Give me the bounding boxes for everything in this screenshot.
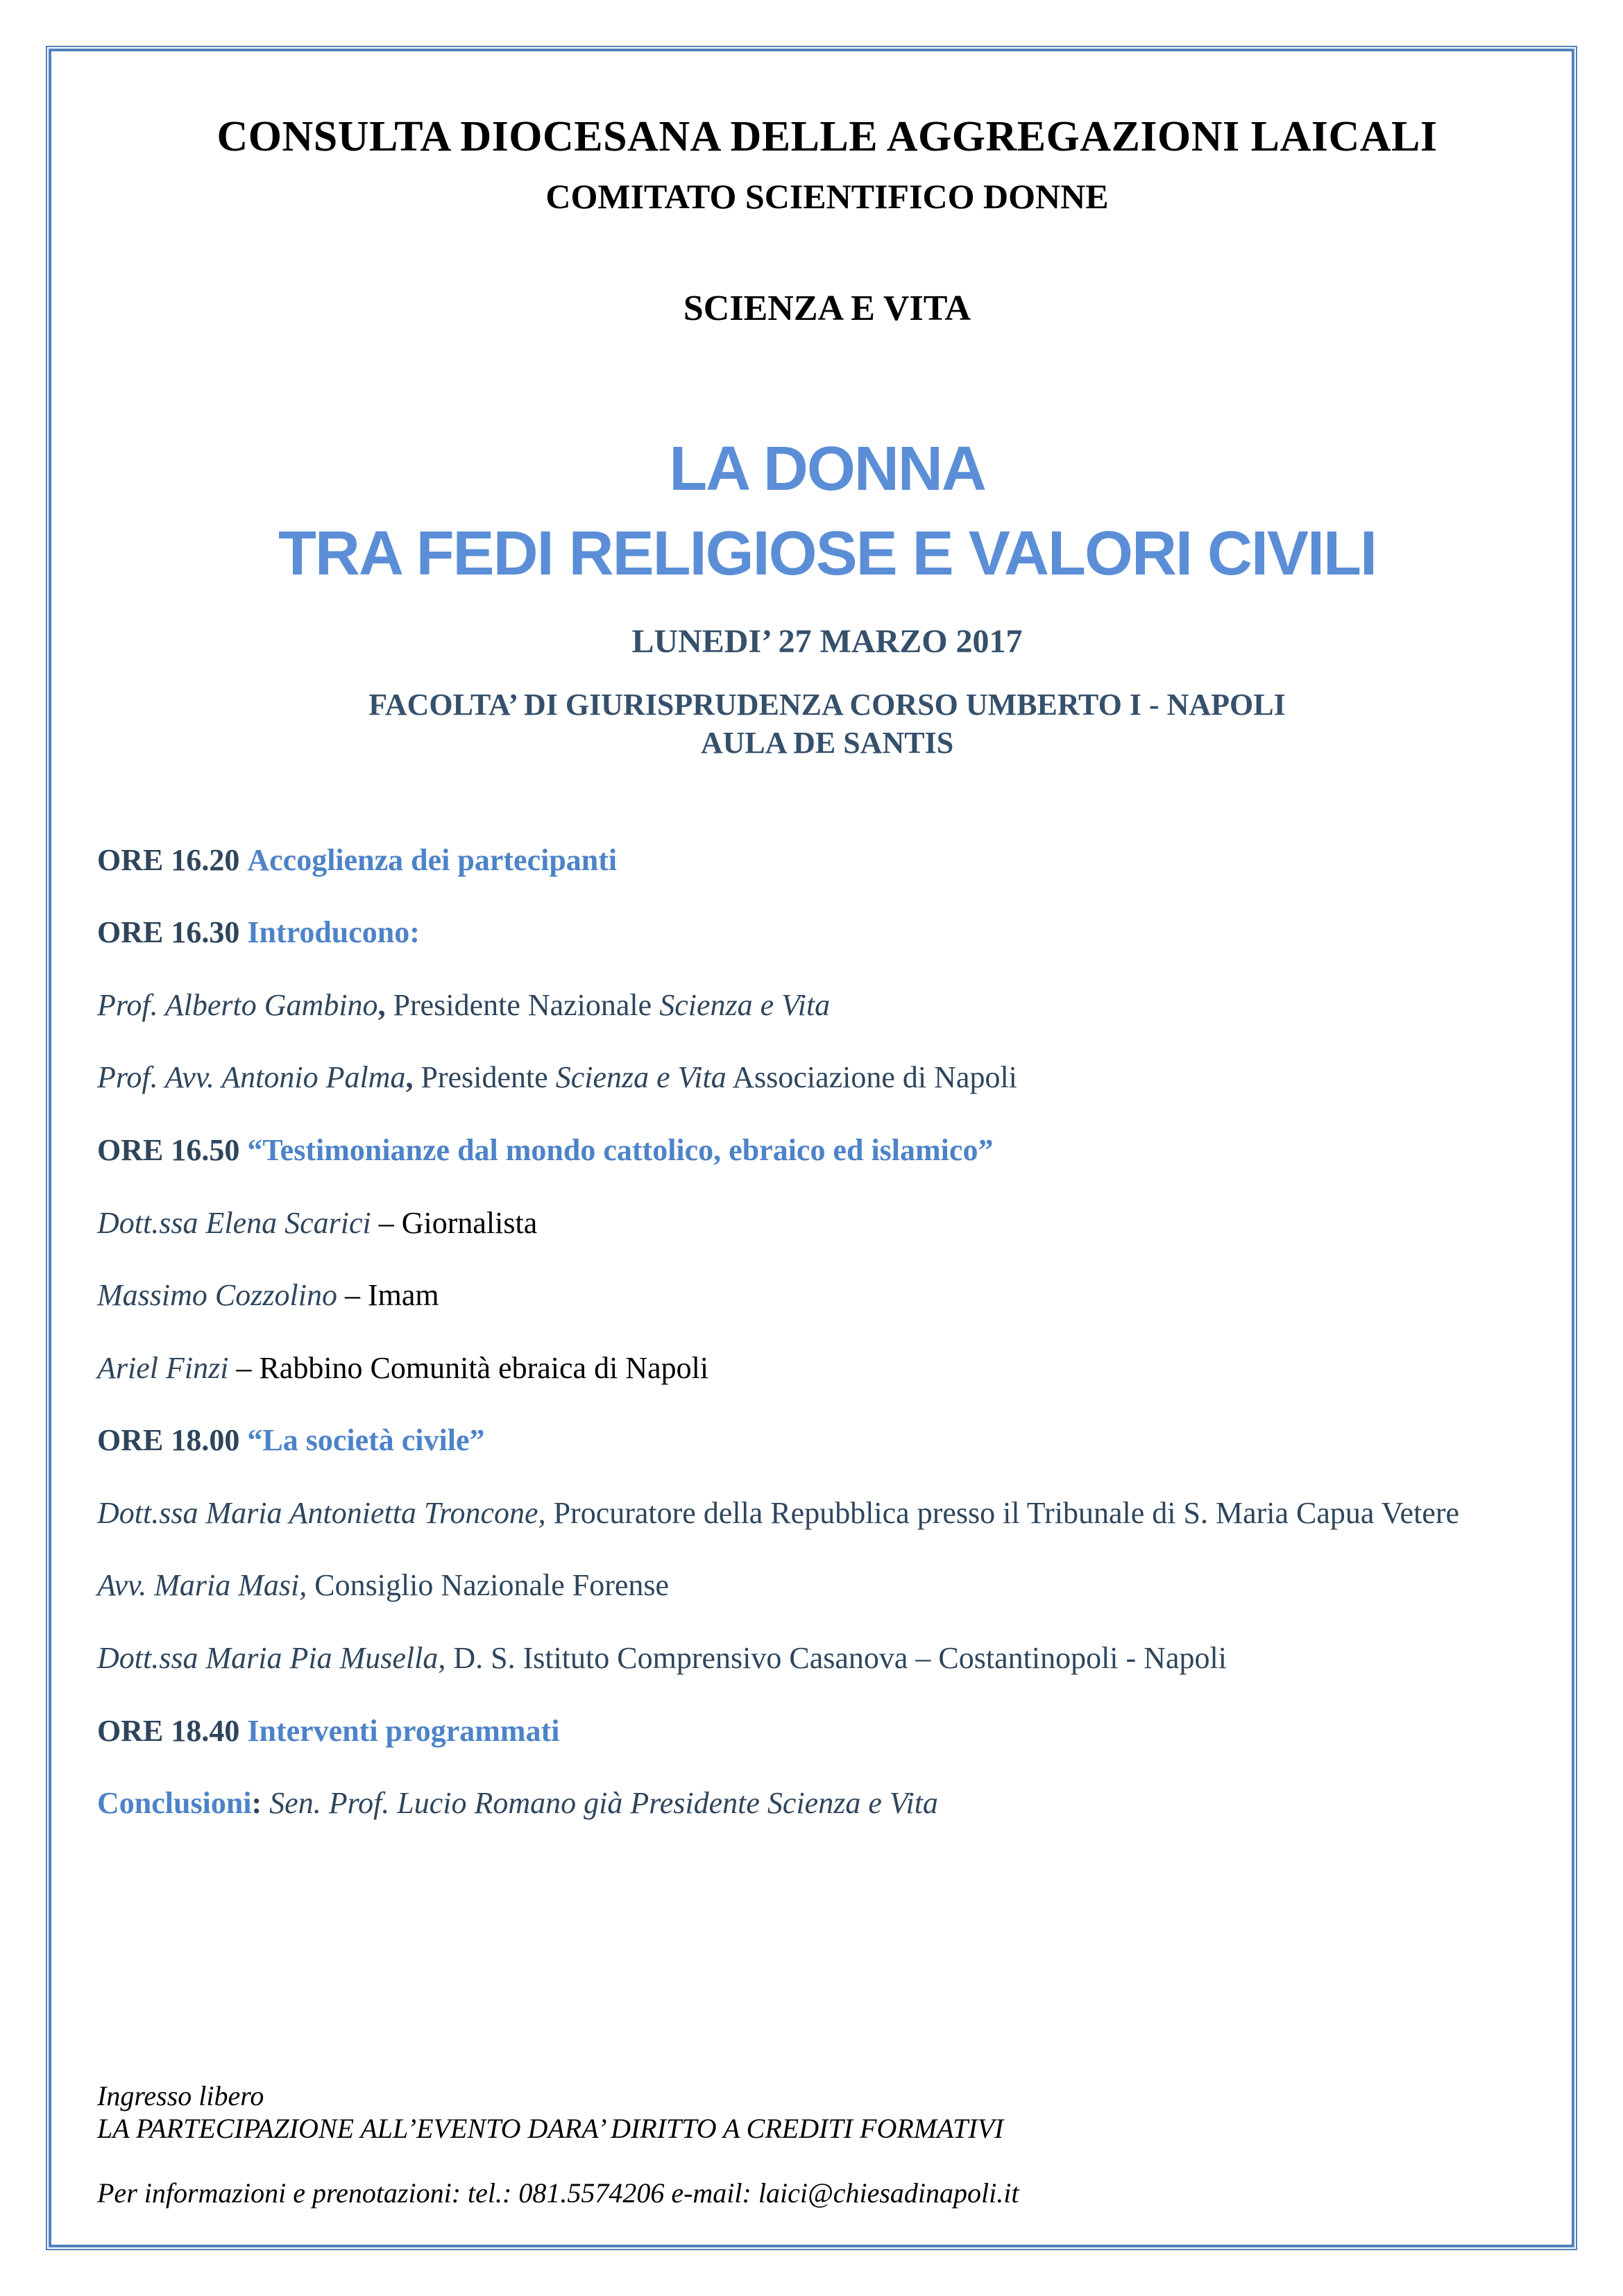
speaker-name: Avv. Maria Masi xyxy=(97,1568,300,1603)
admission-note: Ingresso libero xyxy=(97,2080,264,2111)
program-time: ORE 16.50 xyxy=(97,1132,240,1167)
program-label: “La società civile” xyxy=(247,1423,485,1458)
speaker-role: Presidente Nazionale xyxy=(393,987,660,1022)
venue-address: FACOLTA’ DI GIURISPRUDENZA CORSO UMBERTO I - NAPOLI xyxy=(368,687,1286,722)
event-title-line1: LA DONNA xyxy=(669,434,985,504)
credits-note: LA PARTECIPAZIONE ALL’EVENTO DARA’ DIRITTO A CREDITI FORMATIVI xyxy=(97,2113,1004,2145)
association-name: SCIENZA E VITA xyxy=(683,288,971,328)
speaker-name: Prof. Avv. Antonio Palma xyxy=(97,1060,406,1095)
contact-info: Per informazioni e prenotazioni: tel.: 081.5574206 e-mail: laici@chiesadinapoli.it xyxy=(97,2177,1019,2209)
program-item-conclusions xyxy=(97,1786,1557,1821)
program-list xyxy=(97,843,1557,1821)
separator: , xyxy=(405,1060,421,1095)
conclusions-label: Conclusioni xyxy=(97,1786,252,1821)
program-item-speaker xyxy=(97,1206,1557,1241)
speaker-role: Imam xyxy=(367,1278,439,1313)
program-item-1800 xyxy=(97,1423,1557,1459)
program-item-speaker xyxy=(97,1568,1557,1604)
program-time: ORE 16.30 xyxy=(97,915,240,950)
separator: – xyxy=(228,1350,260,1385)
program-item-speaker xyxy=(97,1496,1557,1531)
program-item-speaker xyxy=(97,1351,1557,1386)
separator: , xyxy=(377,987,393,1022)
conclusions-speaker: Sen. Prof. Lucio Romano già Presidente Scienza e Vita xyxy=(269,1786,938,1821)
program-item-1840 xyxy=(97,1714,1557,1749)
speaker-name: Massimo Cozzolino xyxy=(97,1278,337,1313)
org-name: CONSULTA DIOCESANA DELLE AGGREGAZIONI LAICALI xyxy=(216,113,1438,160)
event-title xyxy=(97,427,1557,597)
program-item-1650 xyxy=(97,1133,1557,1168)
speaker-role: Procuratore della Repubblica presso il Tribunale di S. Maria Capua Vetere xyxy=(553,1495,1460,1530)
footer-notes xyxy=(97,2080,1557,2145)
separator: , xyxy=(438,1641,454,1676)
separator: : xyxy=(251,1786,270,1821)
speaker-name: Prof. Alberto Gambino xyxy=(97,987,378,1022)
venue-room: AULA DE SANTIS xyxy=(700,725,954,760)
speaker-role: D. S. Istituto Comprensivo Casanova – Costantinopoli - Napoli xyxy=(453,1641,1227,1676)
program-time: ORE 16.20 xyxy=(97,842,240,877)
event-date: LUNEDI’ 27 MARZO 2017 xyxy=(631,623,1023,661)
speaker-organization: Scienza e Vita xyxy=(659,987,831,1022)
program-item-speaker xyxy=(97,988,1557,1023)
program-label: Interventi programmati xyxy=(247,1713,560,1748)
speaker-name: Ariel Finzi xyxy=(97,1350,229,1385)
separator: , xyxy=(538,1495,554,1530)
program-time: ORE 18.00 xyxy=(97,1423,240,1458)
program-item-speaker xyxy=(97,1060,1557,1096)
event-title-line2: TRA FEDI RELIGIOSE E VALORI CIVILI xyxy=(278,518,1377,588)
program-item-speaker xyxy=(97,1641,1557,1676)
separator: – xyxy=(371,1205,402,1240)
speaker-role: Rabbino Comunità ebraica di Napoli xyxy=(259,1350,709,1385)
program-label: Introducono: xyxy=(247,915,420,950)
program-item-speaker xyxy=(97,1278,1557,1313)
program-label: Accoglienza dei partecipanti xyxy=(247,842,618,877)
speaker-role: Presidente xyxy=(420,1060,556,1095)
separator: , xyxy=(299,1568,315,1603)
speaker-name: Dott.ssa Maria Antonietta Troncone xyxy=(97,1495,538,1530)
program-item-1620 xyxy=(97,843,1557,878)
speaker-role-tail: Associazione di Napoli xyxy=(726,1060,1017,1095)
speaker-organization: Scienza e Vita xyxy=(555,1060,726,1095)
program-item-1630 xyxy=(97,915,1557,951)
speaker-name: Dott.ssa Maria Pia Musella xyxy=(97,1641,439,1676)
separator: – xyxy=(337,1278,368,1313)
page-content xyxy=(46,46,1577,2250)
speaker-name: Dott.ssa Elena Scarici xyxy=(97,1205,371,1240)
program-label: “Testimonianze dal mondo cattolico, ebraico ed islamico” xyxy=(247,1132,994,1167)
speaker-role: Consiglio Nazionale Forense xyxy=(314,1568,670,1603)
program-time: ORE 18.40 xyxy=(97,1713,240,1748)
speaker-role: Giornalista xyxy=(401,1205,538,1240)
event-venue xyxy=(97,686,1557,762)
committee-name: COMITATO SCIENTIFICO DONNE xyxy=(545,177,1109,216)
